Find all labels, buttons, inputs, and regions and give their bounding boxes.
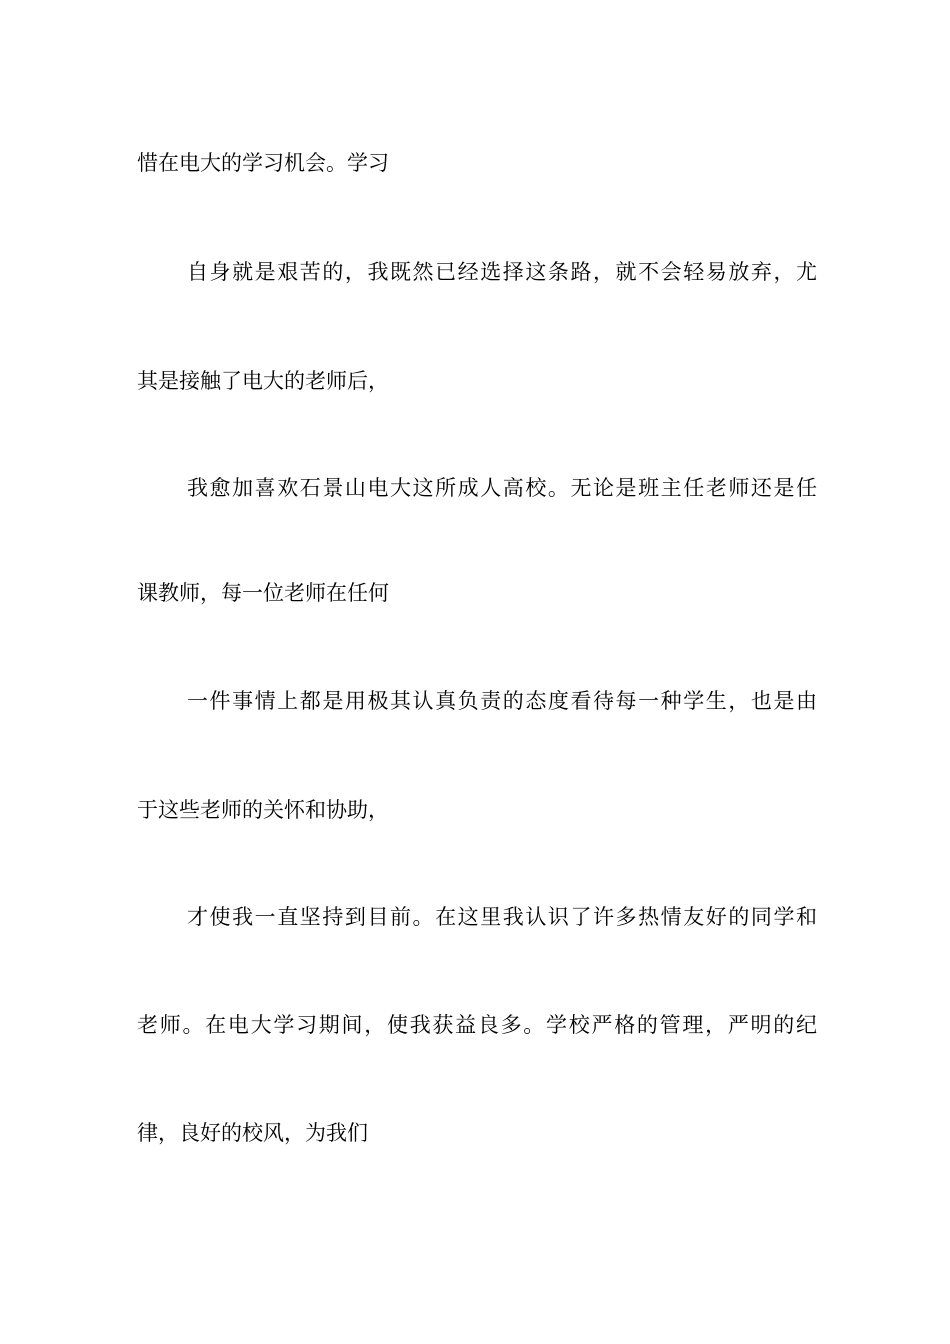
text-line-6: 一件事情上都是用极其认真负责的态度看待每一种学生，也是由 <box>187 689 817 713</box>
text-line-5: 课教师，每一位老师在任何 <box>137 581 389 605</box>
text-line-10: 律，良好的校风，为我们 <box>137 1121 368 1145</box>
text-line-9: 老师。在电大学习期间，使我获益良多。学校严格的管理，严明的纪 <box>137 1013 817 1037</box>
text-line-2: 自身就是艰苦的，我既然已经选择这条路，就不会轻易放弃，尤 <box>187 260 817 284</box>
text-line-8: 才使我一直坚持到目前。在这里我认识了许多热情友好的同学和 <box>187 905 817 929</box>
text-line-3: 其是接触了电大的老师后， <box>137 369 389 393</box>
text-line-7: 于这些老师的关怀和协助， <box>137 798 389 822</box>
text-line-4: 我愈加喜欢石景山电大这所成人高校。无论是班主任老师还是任 <box>187 476 817 500</box>
text-line-1: 惜在电大的学习机会。学习 <box>137 151 389 175</box>
